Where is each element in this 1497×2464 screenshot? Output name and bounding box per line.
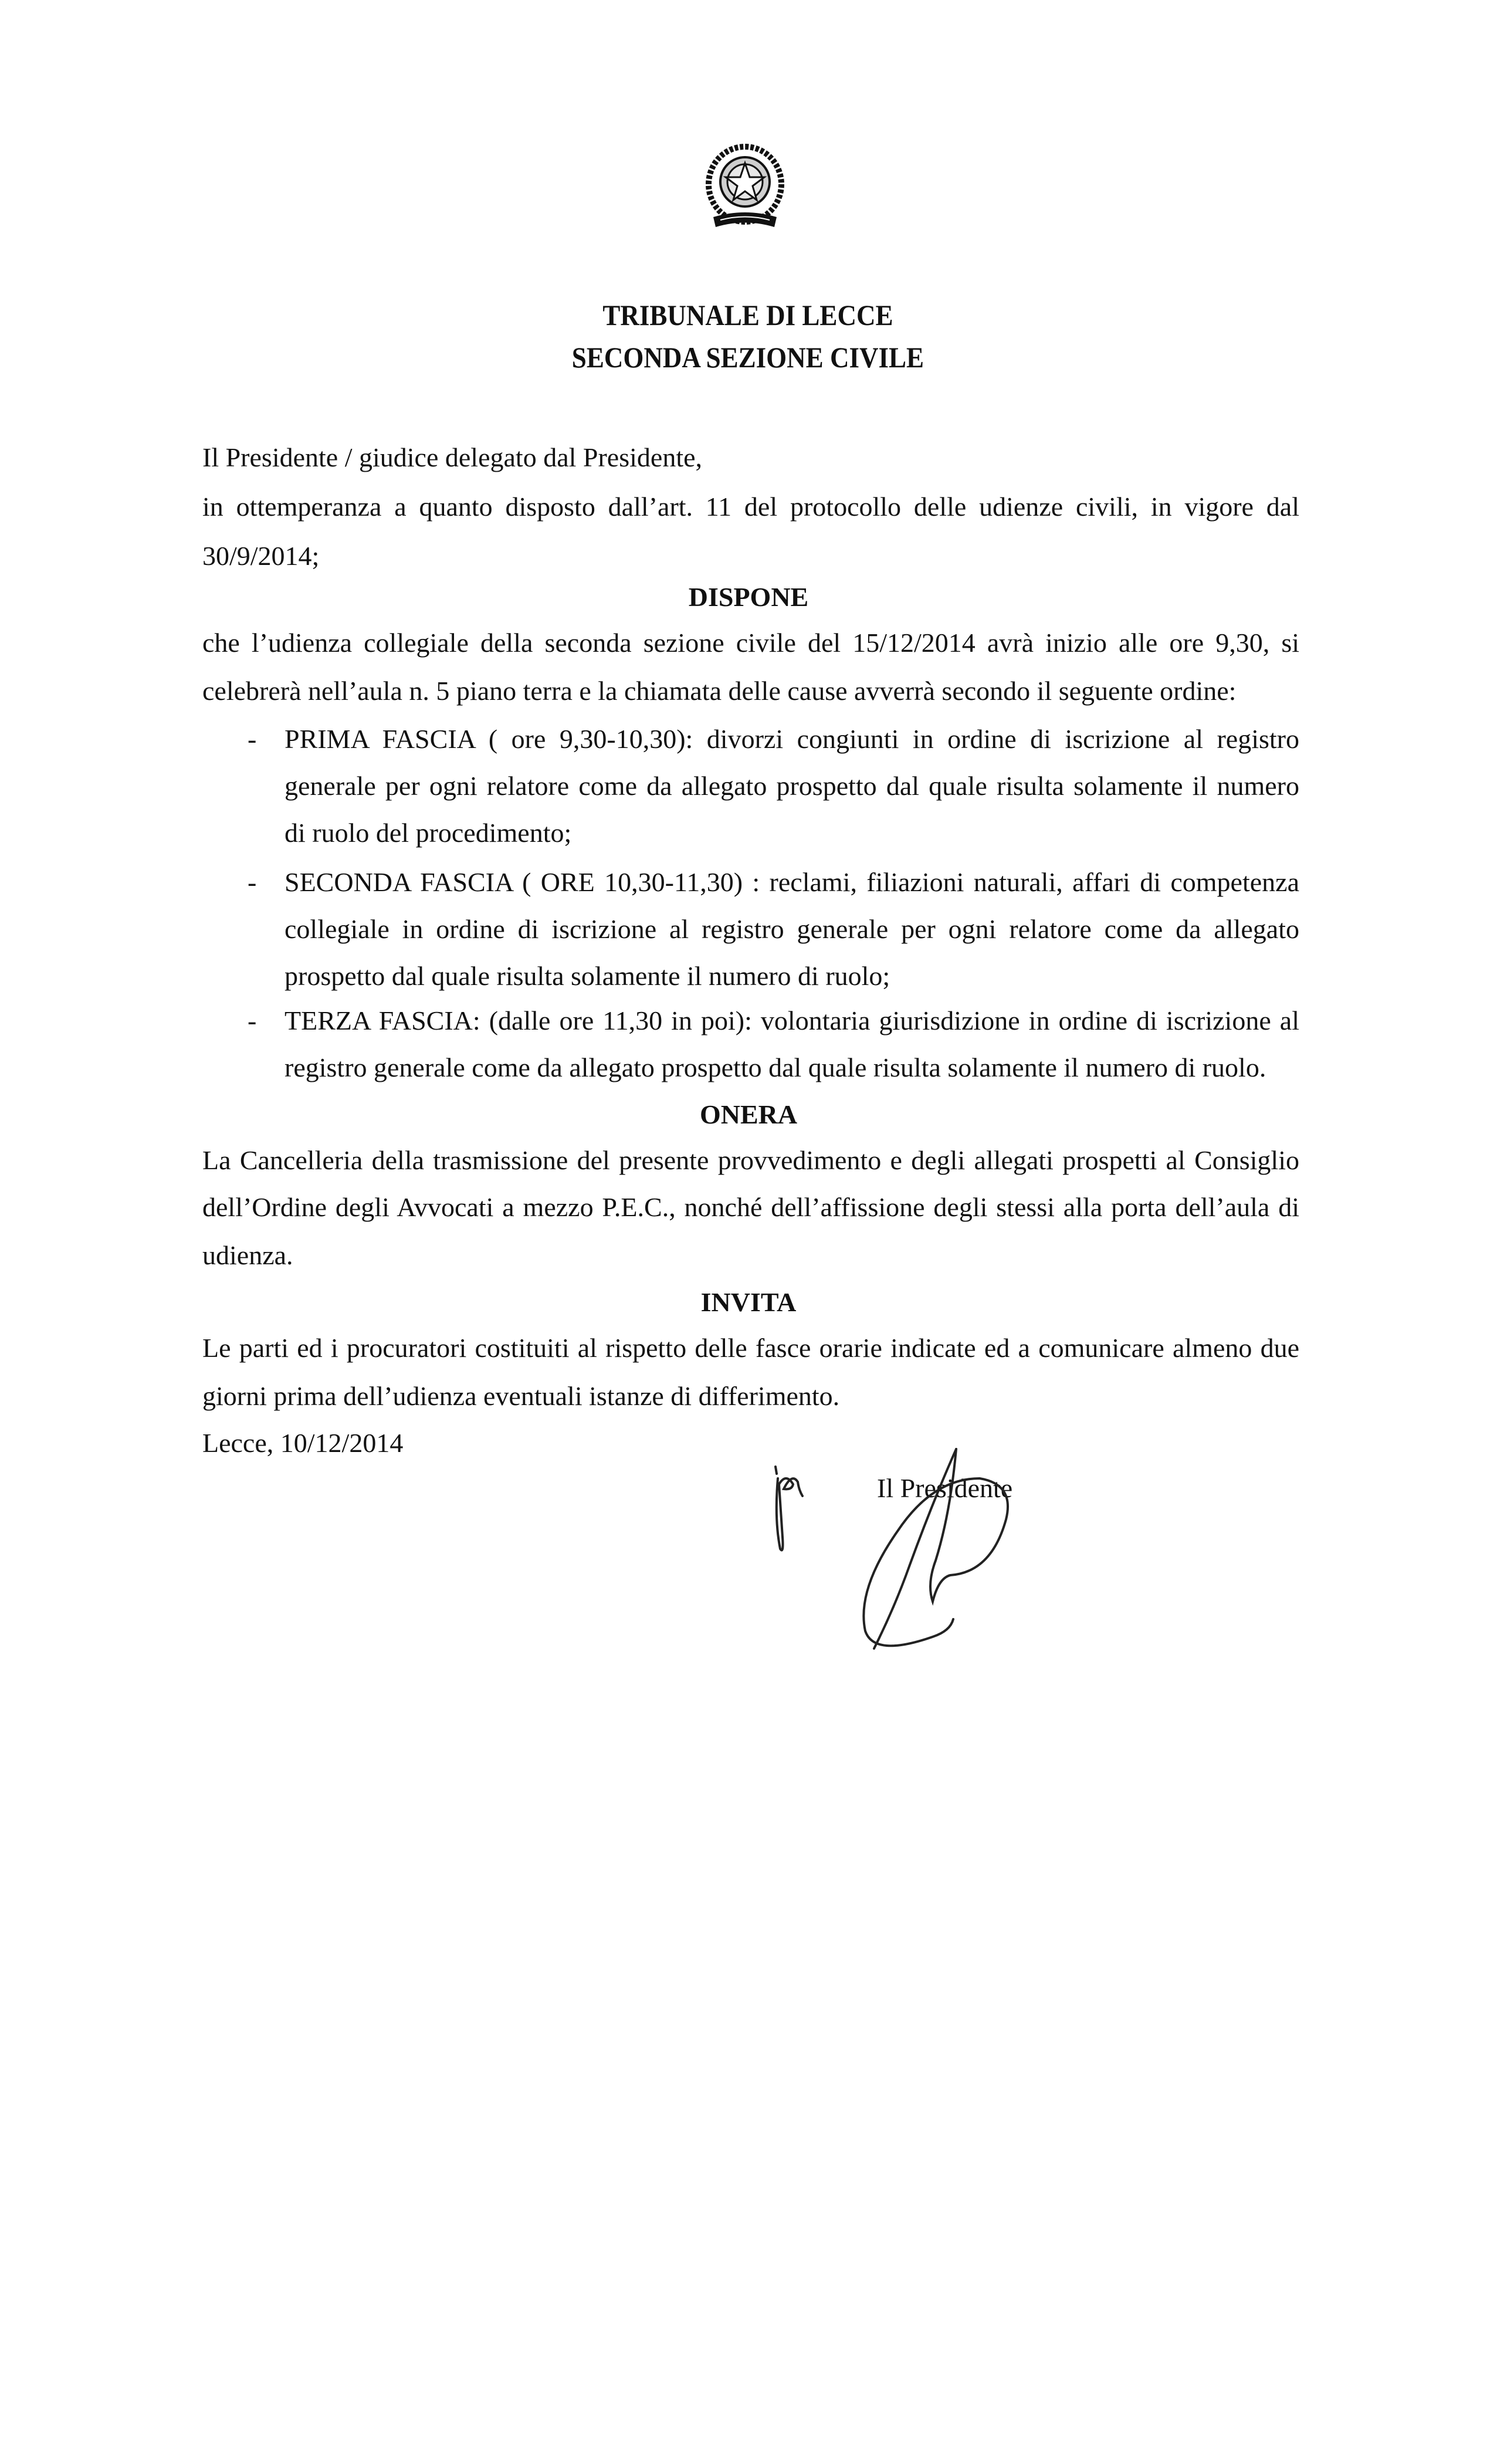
bullet-dash: - <box>248 724 257 754</box>
list-item-line: registro generale come da allegato prospetto dal quale risulta solamente il numero di ruolo. <box>285 1052 1266 1082</box>
intro-line: 30/9/2014; <box>202 541 320 571</box>
handwritten-signature <box>757 1431 1062 1654</box>
list-item-line: TERZA FASCIA: (dalle ore 11,30 in poi): volontaria giurisdizione in ordine di iscrizione al <box>285 1006 1299 1035</box>
onera-line: dell’Ordine degli Avvocati a mezzo P.E.C., nonché dell’affissione degli stessi alla porta dell’aula di <box>202 1192 1299 1222</box>
signatory-label: Il Presidente <box>877 1473 1013 1503</box>
list-item-line: generale per ogni relatore come da allegato prospetto dal quale risulta solamente il numero <box>285 771 1299 801</box>
dispone-line: che l’udienza collegiale della seconda sezione civile del 15/12/2014 avrà inizio alle ore 9,30, si <box>202 628 1299 658</box>
invita-line: Le parti ed i procuratori costituiti al rispetto delle fasce orarie indicate ed a comunicare almeno due <box>202 1333 1299 1363</box>
dispone-line: celebrerà nell’aula n. 5 piano terra e la chiamata delle cause avverrà secondo il seguente ordine: <box>202 676 1237 706</box>
intro-line: in ottemperanza a quanto disposto dall’art. 11 del protocollo delle udienze civili, in vigore dal <box>202 492 1299 522</box>
section-title: SECONDA SEZIONE CIVILE <box>571 341 924 374</box>
section-heading-onera: ONERA <box>699 1099 798 1129</box>
list-item-line: prospetto dal quale risulta solamente il numero di ruolo; <box>285 961 890 991</box>
place-date: Lecce, 10/12/2014 <box>202 1428 404 1458</box>
list-item-line: SECONDA FASCIA ( ORE 10,30-11,30) : reclami, filiazioni naturali, affari di competenza <box>285 867 1299 897</box>
list-item-line: PRIMA FASCIA ( ore 9,30-10,30): divorzi congiunti in ordine di iscrizione al registro <box>285 724 1299 754</box>
italian-republic-emblem-icon <box>703 142 788 233</box>
bullet-dash: - <box>248 1006 257 1035</box>
list-item-line: di ruolo del procedimento; <box>285 818 572 848</box>
onera-line: La Cancelleria della trasmissione del presente provvedimento e degli allegati prospetti al Consiglio <box>202 1145 1299 1175</box>
bullet-dash: - <box>248 867 257 897</box>
intro-line: Il Presidente / giudice delegato dal Presidente, <box>202 442 703 472</box>
section-heading-dispone: DISPONE <box>688 582 809 612</box>
court-title: TRIBUNALE DI LECCE <box>602 299 893 331</box>
section-heading-invita: INVITA <box>700 1287 797 1317</box>
invita-line: giorni prima dell’udienza eventuali istanze di differimento. <box>202 1381 840 1411</box>
list-item-line: collegiale in ordine di iscrizione al registro generale per ogni relatore come da allegato <box>285 914 1299 944</box>
onera-line: udienza. <box>202 1240 293 1270</box>
